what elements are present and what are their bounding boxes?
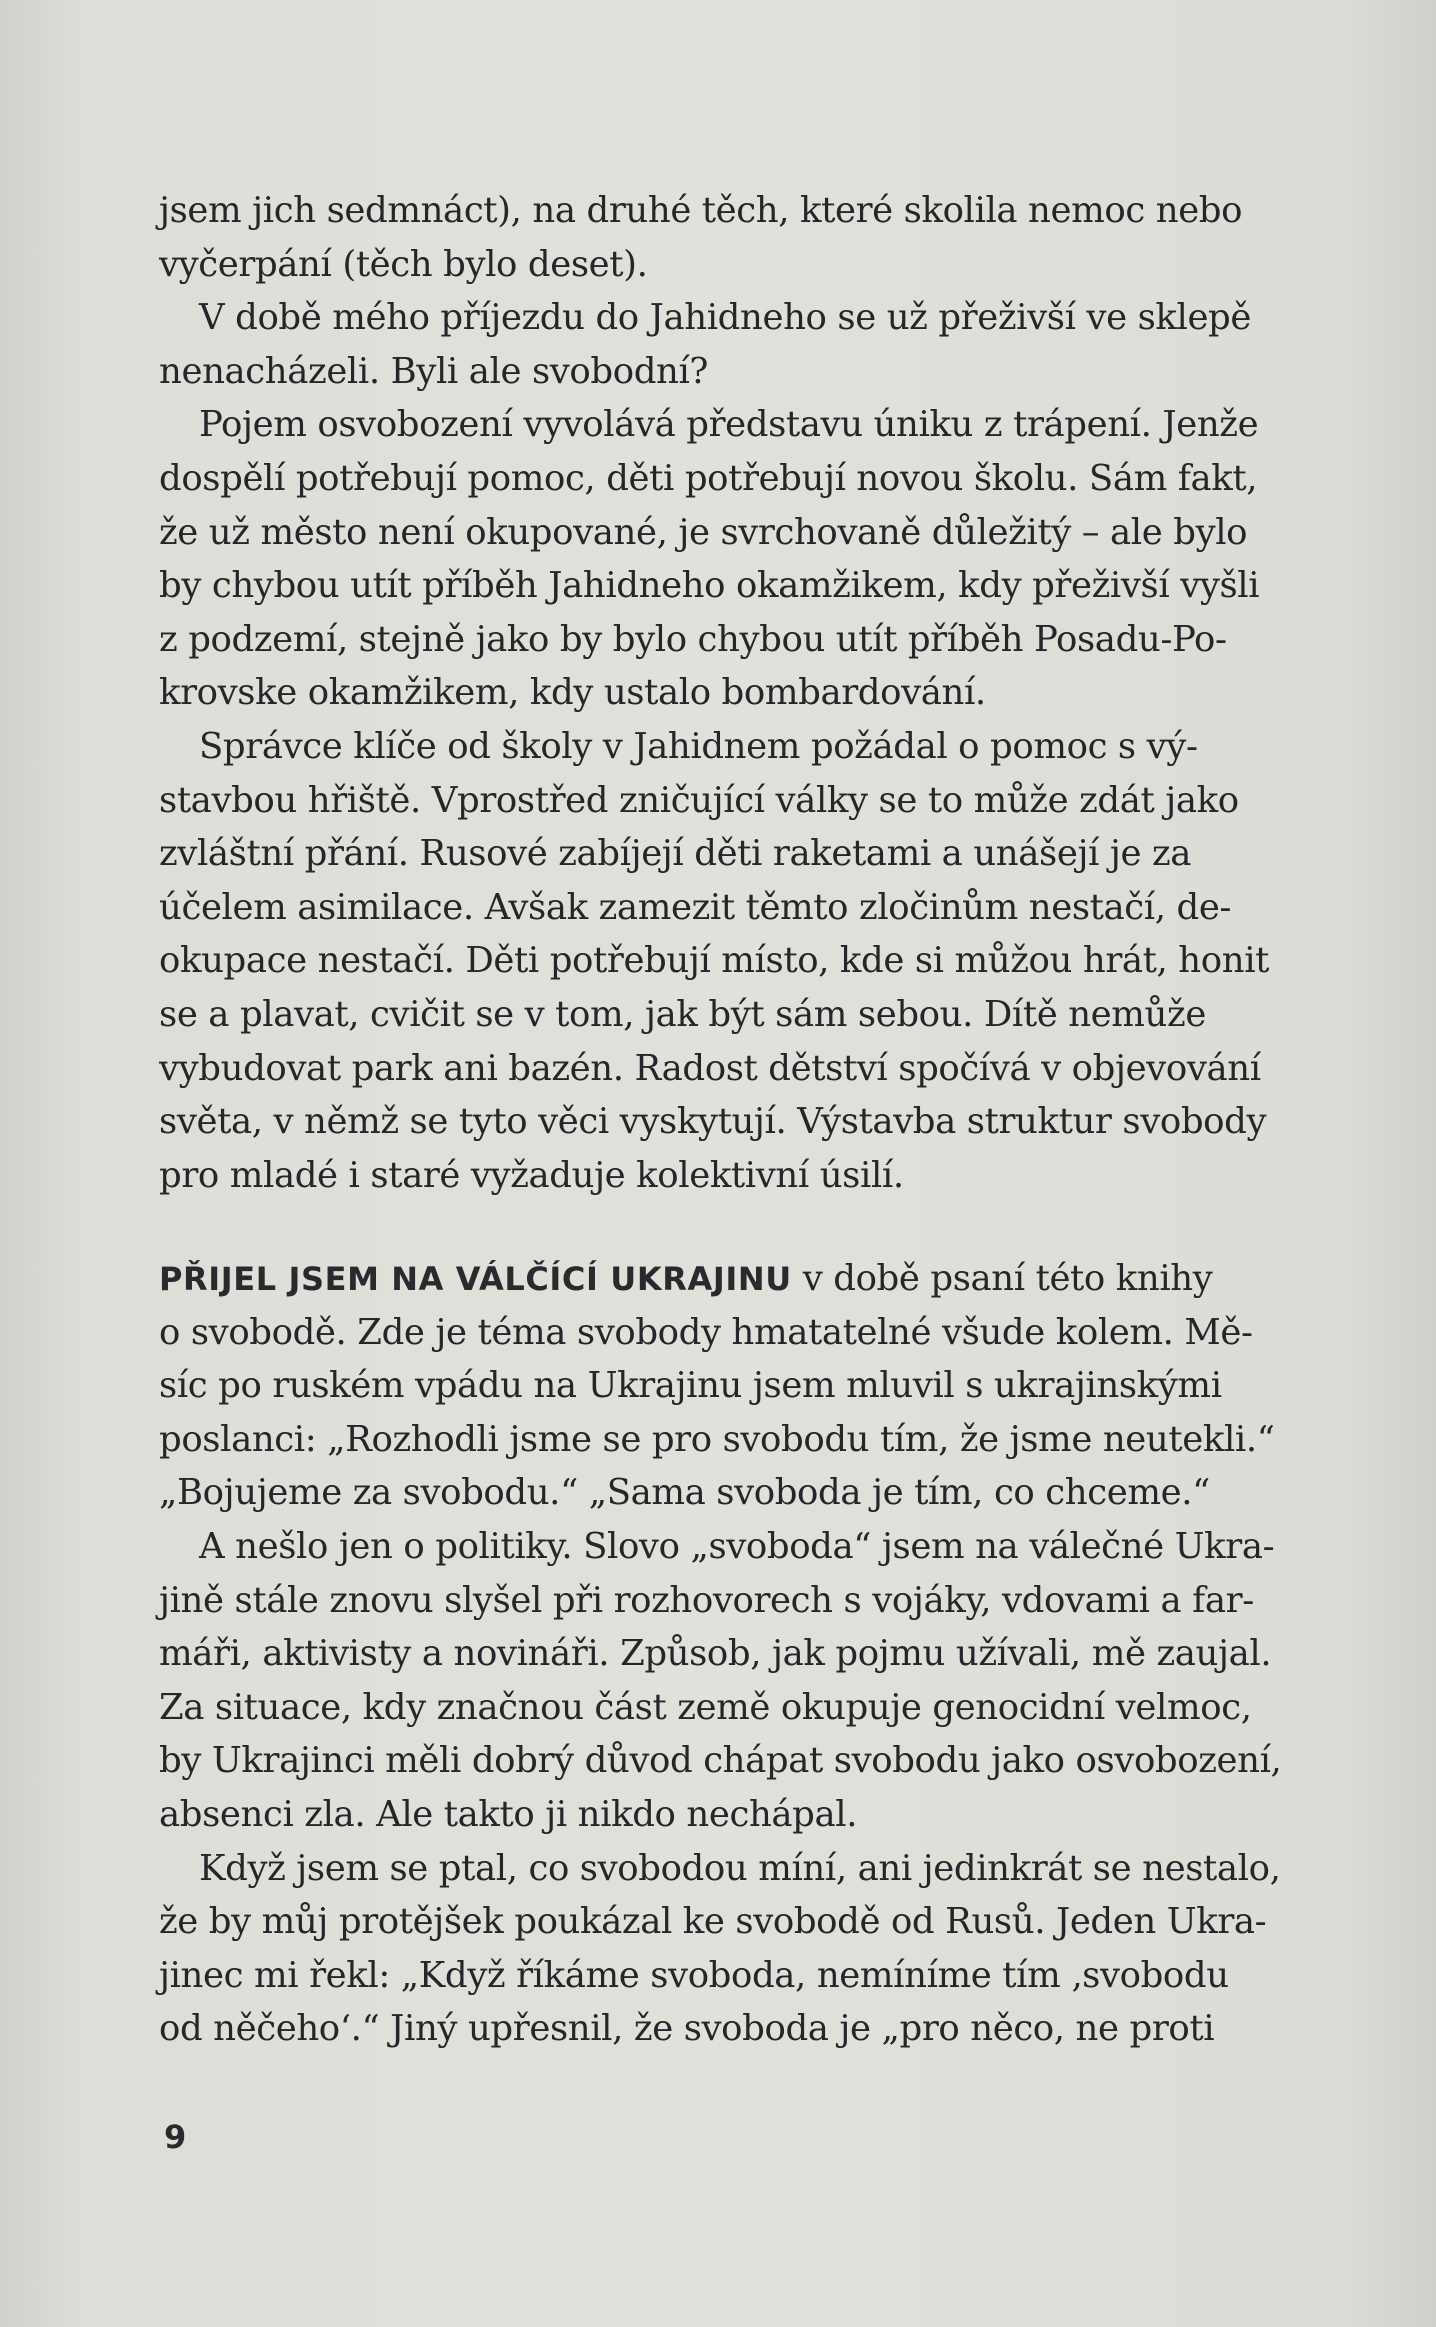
text-line: okupace nestačí. Děti potřebují místo, kde si můžou hrát, honit [159, 940, 1270, 982]
text-line: o svobodě. Zde je téma svobody hmatatelné všude kolem. Mě- [159, 1311, 1253, 1353]
text-line: krovske okamžikem, kdy ustalo bombardování. [159, 672, 986, 714]
text-line: že už město není okupované, je svrchovaně důležitý – ale bylo [159, 511, 1248, 553]
text-line: Za situace, kdy značnou část země okupuje genocidní velmoc, [159, 1686, 1252, 1728]
text-line: jsem jich sedmnáct), na druhé těch, které skolila nemoc nebo [159, 190, 1243, 231]
text-line: dospělí potřebují pomoc, děti potřebují novou školu. Sám fakt, [159, 457, 1258, 499]
text-line: z podzemí, stejně jako by bylo chybou utít příběh Posadu-Po- [159, 618, 1227, 660]
page-number: 9 [164, 2118, 187, 2156]
text-line: absenci zla. Ale takto ji nikdo nechápal. [159, 1793, 858, 1835]
text-line: „Bojujeme za svobodu.“ „Sama svoboda je tím, co chceme.“ [159, 1472, 1210, 1514]
text-block-lower [159, 1252, 1282, 2056]
text-line: A nešlo jen o politiky. Slovo „svoboda“ jsem na válečné Ukra- [199, 1525, 1275, 1567]
text-line: zvláštní přání. Rusové zabíjejí děti raketami a unášejí je za [159, 833, 1192, 875]
text-line: máři, aktivisty a novináři. Způsob, jak pojmu užívali, mě zaujal. [159, 1633, 1272, 1675]
text-line: jinec mi řekl: „Když říkáme svoboda, nemíníme tím ‚svobodu [159, 1954, 1229, 1996]
text-line: pro mladé i staré vyžaduje kolektivní úsilí. [159, 1154, 904, 1196]
text-line: V době mého příjezdu do Jahidneho se už přeživší ve sklepě [199, 297, 1251, 339]
text-line: by Ukrajinci měli dobrý důvod chápat svobodu jako osvobození, [159, 1740, 1282, 1782]
text-line: Pojem osvobození vyvolává představu úniku z trápení. Jenže [199, 404, 1259, 446]
text-line: se a plavat, cvičit se v tom, jak být sám sebou. Dítě nemůže [159, 993, 1206, 1035]
text-line: síc po ruském vpádu na Ukrajinu jsem mluvil s ukrajinskými [159, 1365, 1222, 1407]
text-line: poslanci: „Rozhodli jsme se pro svobodu tím, že jsme neutekli.“ [159, 1418, 1275, 1460]
text-line: jině stále znovu slyšel při rozhovorech s vojáky, vdovami a far- [159, 1579, 1254, 1621]
text-line: stavbou hřiště. Vprostřed zničující války se to může zdát jako [159, 779, 1239, 821]
text-line: světa, v němž se tyto věci vyskytují. Výstavba struktur svobody [159, 1101, 1267, 1143]
text-line: že by můj protějšek poukázal ke svobodě od Rusů. Jeden Ukra- [159, 1901, 1267, 1943]
text-line: nenacházeli. Byli ale svobodní? [159, 350, 709, 392]
text-line: od něčeho‘.“ Jiný upřesnil, že svoboda je „pro něco, ne proti [159, 2008, 1215, 2050]
text-line: vyčerpání (těch bylo deset). [159, 243, 648, 285]
text-line: vybudovat park ani bazén. Radost dětství spočívá v objevování [159, 1047, 1261, 1089]
section-lead-rest: v době psaní této knihy [791, 1258, 1213, 1299]
section-opening-line [159, 1252, 1249, 1306]
section-lead-in: PŘIJEL JSEM NA VÁLČÍCÍ UKRAJINU [159, 1260, 792, 1298]
text-line: účelem asimilace. Avšak zamezit těmto zločinům nestačí, de- [159, 886, 1232, 928]
text-line: by chybou utít příběh Jahidneho okamžikem, kdy přeživší vyšli [159, 565, 1260, 607]
text-block-upper [159, 184, 1270, 1202]
text-line: Správce klíče od školy v Jahidnem požádal o pomoc s vý- [199, 725, 1198, 767]
text-line: Když jsem se ptal, co svobodou míní, ani jedinkrát se nestalo, [199, 1847, 1281, 1889]
